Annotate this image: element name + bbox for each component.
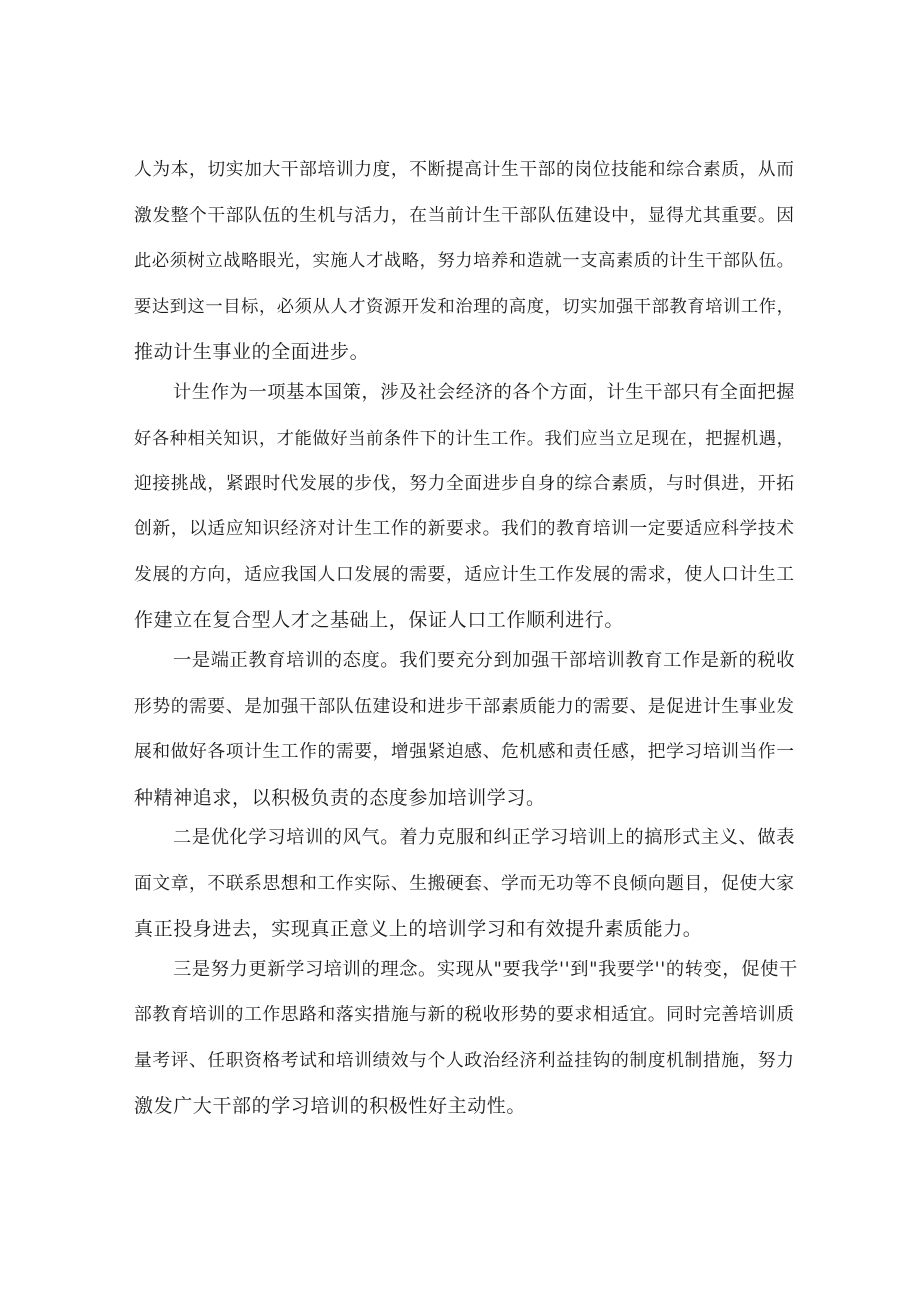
paragraph-line: 种精神追求，以积极负责的态度参加培训学习。: [134, 787, 546, 809]
paragraph-line: 此必须树立战略眼光，实施人才战略，努力培养和造就一支高素质的计生干部队伍。: [134, 251, 795, 271]
paragraph-line: 计生作为一项基本国策，涉及社会经济的各个方面，计生干部只有全面把握: [173, 382, 796, 403]
paragraph-line: 一是端正教育培训的态度。我们要充分到加强干部培训教育工作是新的税收: [173, 650, 796, 671]
paragraph-line: 发展的方向，适应我国人口发展的需要，适应计生工作发展的需求，使人口计生工: [134, 565, 795, 585]
paragraph-line: 三是努力更新学习培训的理念。实现从"要我学''到"我要学''的转变，促使干: [173, 959, 798, 980]
paragraph-line: 部教育培训的工作思路和落实措施与新的税收形势的要求相适宜。同时完善培训质: [134, 1005, 795, 1025]
paragraph-line: 人为本，切实加大干部培训力度，不断提高计生干部的岗位技能和综合素质，从而: [134, 160, 795, 180]
paragraph-line: 创新，以适应知识经济对计生工作的新要求。我们的教育培训一定要适应科学技术: [134, 519, 795, 539]
paragraph-line: 形势的需要、是加强干部队伍建设和进步干部素质能力的需要、是促进计生事业发: [134, 697, 795, 717]
paragraph-line: 真正投身进去，实现真正意义上的培训学习和有效提升素质能力。: [134, 918, 703, 940]
paragraph-line: 激发整个干部队伍的生机与活力，在当前计生干部队伍建设中，显得尤其重要。因: [134, 206, 795, 226]
paragraph-line: 作建立在复合型人才之基础上，保证人口工作顺利进行。: [134, 609, 625, 631]
paragraph-line: 量考评、任职资格考试和培训绩效与个人政治经济利益挂钩的制度机制措施，努力: [134, 1051, 795, 1071]
paragraph-line: 迎接挑战，紧跟时代发展的步伐，努力全面进步自身的综合素质，与时俱进，开拓: [134, 474, 795, 494]
paragraph-line: 好各种相关知识，才能做好当前条件下的计生工作。我们应当立足现在，把握机遇，: [134, 429, 795, 449]
paragraph-line: 展和做好各项计生工作的需要，增强紧迫感、危机感和责任感，把学习培训当作一: [134, 742, 795, 762]
paragraph-line: 面文章，不联系思想和工作实际、生搬硬套、学而无功等不良倾向题目，促使大家: [134, 874, 795, 894]
paragraph-line: 推动计生事业的全面进步。: [134, 341, 370, 363]
paragraph-line: 二是优化学习培训的风气。着力克服和纠正学习培训上的搞形式主义、做表: [173, 827, 796, 848]
paragraph-line: 激发广大干部的学习培训的积极性好主动性。: [134, 1095, 527, 1117]
paragraph-line: 要达到这一目标，必须从人才资源开发和治理的高度，切实加强干部教育培训工作，: [134, 297, 795, 317]
